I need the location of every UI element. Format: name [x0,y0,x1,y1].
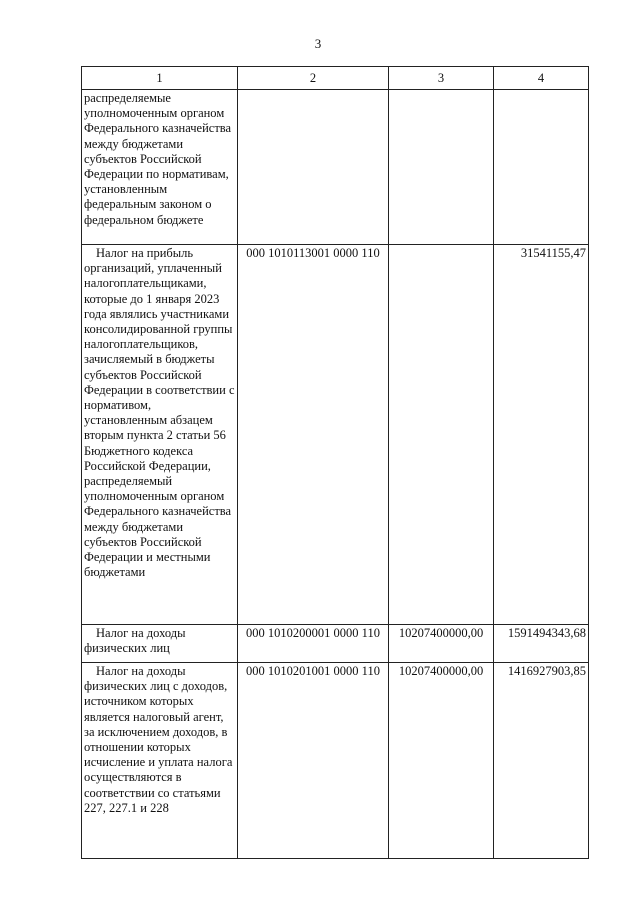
row-fact: 31541155,47 [494,245,589,625]
column-header-4: 4 [494,67,589,90]
row-name: Налог на доходы физических лиц с доходов, источником которых является налоговый агент, за исключением доходов, в отношении которых исчисление и уплата налога осуществляются в соответствии со статьями 227, 227.1 и 228 [82,663,238,859]
row-code: 000 1010113001 0000 110 [238,245,389,625]
table-row [82,625,589,663]
table-row [82,90,589,245]
row-plan [389,90,494,245]
row-fact: 1591494343,68 [494,625,589,663]
row-plan: 10207400000,00 [389,663,494,859]
row-plan [389,245,494,625]
column-header-1: 1 [82,67,238,90]
column-header-2: 2 [238,67,389,90]
row-plan: 10207400000,00 [389,625,494,663]
row-code: 000 1010200001 0000 110 [238,625,389,663]
revenue-table [81,66,589,859]
table-row [82,245,589,625]
table-header-row [82,67,589,90]
row-code: 000 1010201001 0000 110 [238,663,389,859]
row-fact: 1416927903,85 [494,663,589,859]
row-fact [494,90,589,245]
page-number: 3 [314,36,322,51]
row-name: Налог на прибыль организаций, уплаченный налогоплательщиками, которые до 1 января 2023 года являлись участниками консолидированной группы налогоплательщиков, зачисляемый в бюджеты субъектов Российской Федерации в соответствии с нормативом, установленным абзацем вторым пункта 2 статьи 56 Бюджетного кодекса Российской Федерации, распределяемый уполномоченным органом Федерального казначейства между бюджетами субъектов Российской Федерации и местными бюджетами [82,245,238,625]
column-header-3: 3 [389,67,494,90]
row-code [238,90,389,245]
table-row [82,663,589,859]
row-name: Налог на доходы физических лиц [82,625,238,663]
row-name: распределяемые уполномоченным органом Федерального казначейства между бюджетами субъектов Российской Федерации по нормативам, установленным федеральным законом о федеральном бюджете [82,90,238,245]
